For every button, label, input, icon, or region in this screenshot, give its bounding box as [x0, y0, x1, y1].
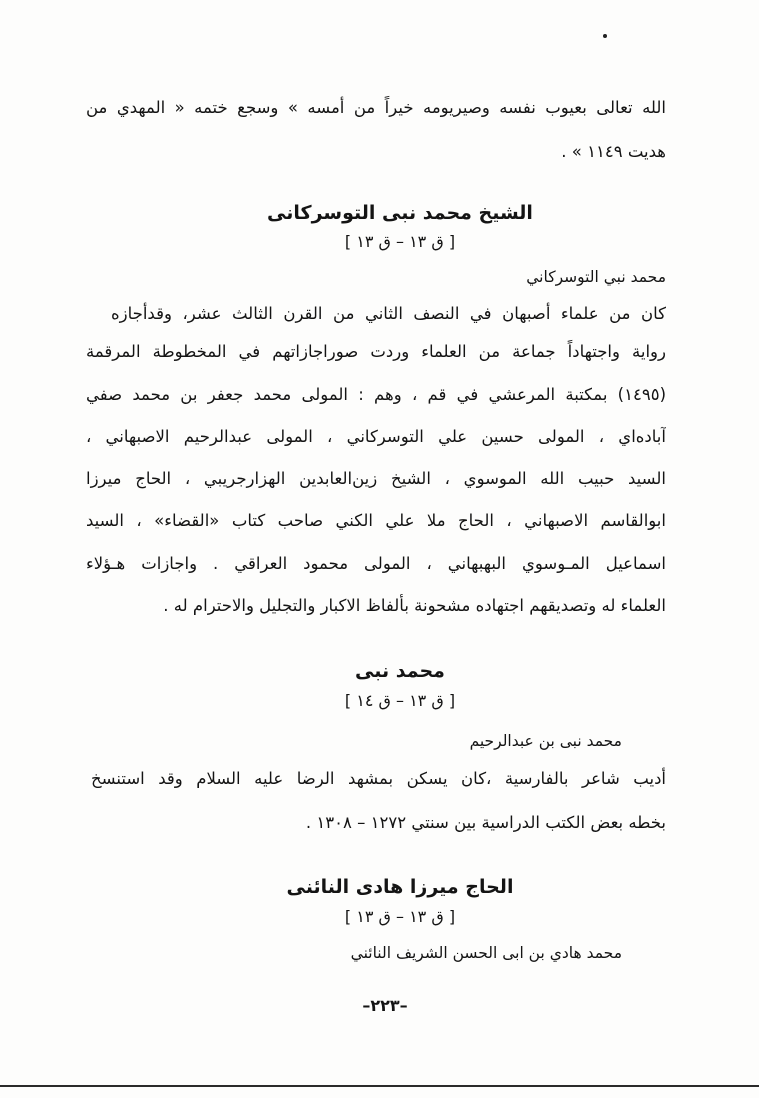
entry-dates: [ ق ١٣ – ق ١٣ ] — [344, 907, 456, 926]
entry-body-line: رواية واجتهاداً جماعة من العلماء وردت صوراجازاتهم في المخطوطة المرقمة — [86, 342, 666, 361]
entry-dates: [ ق ١٣ – ق ١٤ ] — [344, 691, 456, 710]
entry-body-line: أديب شاعر بالفارسية ،كان يسكن بمشهد الرضا عليه السلام وقد استنسخ — [91, 769, 666, 788]
bottom-rule — [0, 1085, 759, 1087]
ink-speck — [603, 34, 607, 38]
entry-full-name: محمد نبي التوسركاني — [526, 268, 666, 286]
entry-body-line: ابوالقاسم الاصبهاني ، الحاج ملا علي الكني صاحب كتاب «القضاء» ، السيد — [86, 511, 666, 530]
entry-body-line: السيد حبيب الله الموسوي ، الشيخ زين‌العابدين الهزارجريبي ، الحاج ميرزا — [86, 469, 666, 488]
entry-body-line: اسماعيل المـوسوي البهبهاني ، المولى محمود العراقي . واجازات هـؤلاء — [86, 554, 666, 573]
entry-heading: الشيخ محمد نبى التوسركانى — [267, 202, 533, 224]
entry-full-name: محمد هادي بن ابى الحسن الشريف النائني — [350, 944, 622, 962]
intro-line: هديت ١١٤٩ » . — [561, 142, 666, 161]
entry-heading: الحاج ميرزا هادى النائنى — [286, 876, 514, 898]
entry-body-line: العلماء له وتصديقهم اجتهاده مشحونة بألفاظ الاكبار والتجليل والاحترام له . — [163, 596, 666, 615]
entry-heading: محمد نبى — [355, 660, 445, 682]
entry-full-name: محمد نبى بن عبدالرحيم — [469, 732, 622, 750]
entry-body-line: (١٤٩٥) بمكتبة المرعشي في قم ، وهم : المولى محمد جعفر بن محمد صفي — [86, 385, 666, 404]
entry-body-line: آباده‌اي ، المولى حسين علي التوسركاني ، المولى عبدالرحيم الاصبهاني ، — [86, 427, 666, 446]
entry-body-line: كان من علماء أصبهان في النصف الثاني من القرن الثالث عشر، وقدأجازه — [111, 304, 666, 323]
page-number: –٢٢٣– — [362, 996, 408, 1015]
intro-line: الله تعالى بعيوب نفسه وصيريومه خيراً من أمسه » وسجع ختمه « المهدي من — [86, 98, 666, 117]
entry-body-line: بخطه بعض الكتب الدراسية بين سنتي ١٢٧٢ – ١٣٠٨ . — [305, 813, 666, 832]
entry-dates: [ ق ١٣ – ق ١٣ ] — [344, 232, 456, 251]
